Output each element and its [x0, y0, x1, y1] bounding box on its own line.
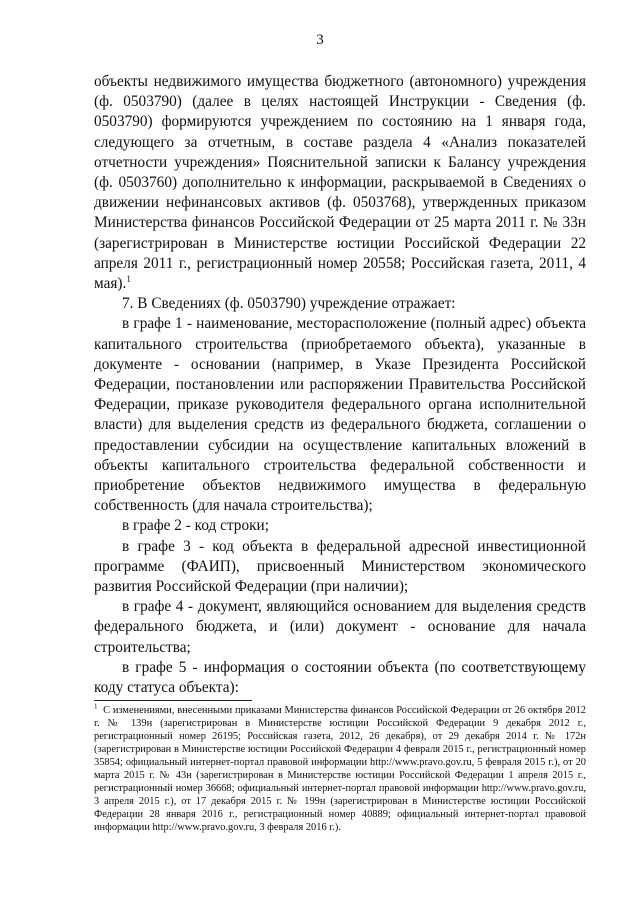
footnote-reference: 1 — [126, 273, 131, 284]
page-number: 3 — [316, 32, 324, 48]
paragraph-column-4: в графе 4 - документ, являющийся основанием для выделения средств федерального бюджета, и (или) документ - основание для начала строительства; — [94, 598, 586, 656]
footnote-divider — [94, 700, 252, 701]
paragraph-column-3: в графе 3 - код объекта в федеральной адресной инвестиционной программе (ФАИП), присвоенный Министерством экономического развития Российской Федерации (при наличии); — [94, 537, 586, 596]
footnote — [94, 704, 586, 834]
paragraph-text: объекты недвижимого имущества бюджетного (автономного) учреждения (ф. 0503790) (далее в целях настоящей Инструкции - Сведения (ф. 0503790) формируются учреждением по состоянию на 1 января года, следующего за отчетным, в составе раздела 4 «Анализ показателей отчетности учреждения» Пояснительной записки к Балансу учреждения (ф. 0503760) дополнительно к информации, раскрываемой в Сведениях о движении нефинансовых активов (ф. 0503768), утвержденных приказом Министерства финансов Российской Федерации от 25 марта 2011 г. № 33н (зарегистрирован в Министерстве юстиции Российской Федерации 22 апреля 2011 г., регистрационный номер 20558; Российская газета, 2011, 4 мая). — [94, 73, 586, 293]
paragraph-column-5: в графе 5 - информация о состоянии объекта (по соответствующему коду статуса объекта): — [94, 658, 586, 697]
paragraph-section-7: 7. В Сведениях (ф. 0503790) учреждение отражает: — [122, 295, 456, 313]
paragraph-column-1: в графе 1 - наименование, месторасположение (полный адрес) объекта капитального строительства (приобретаемого объекта), указанные в документе - основании (например, в Указе Президента Российской Федерации, постановлении или распоряжении Правительства Российской Федерации, приказе руководителя федерального органа исполнительной власти) для выделения средств из федерального бюджета, соглашении о предоставлении субсидии на осуществление капитальных вложений в объекты капитального строительства федеральной собственности и приобретение объектов недвижимого имущества в федеральную собственность (для начала строительства); — [94, 315, 586, 515]
footnote-mark: 1 — [94, 702, 98, 711]
paragraph-reporting-intro — [94, 72, 586, 294]
paragraph-column-2: в графе 2 - код строки; — [122, 517, 269, 535]
footnote-text: С изменениями, внесенными приказами Министерства финансов Российской Федерации от 26 октября 2012 г. № 139н (зарегистрирован в Министерстве юстиции Российской Федерации 9 декабря 2012 г., регистрационный номер 26195; Российская газета, 2012, 26 декабря), от 29 декабря 2014 г. № 172н (зарегистрирован в Министерстве юстиции Российской Федерации 4 февраля 2015 г., регистрационный номер 35854; официальный интернет-портал правовой информации http://www.pravo.gov.ru, 5 февраля 2015 г.), от 20 марта 2015 г. № 43н (зарегистрирован в Министерстве юстиции Российской Федерации 1 апреля 2015 г., регистрационный номер 36668; официальный интернет-портал правовой информации http://www.pravo.gov.ru, 3 апреля 2015 г.), от 17 декабря 2015 г. № 199н (зарегистрирован в Министерстве юстиции Российской Федерации 28 января 2016 г., регистрационный номер 40889; официальный интернет-портал правовой информации http://www.pravo.gov.ru, 3 февраля 2016 г.). — [94, 705, 586, 833]
main-text — [94, 72, 586, 698]
